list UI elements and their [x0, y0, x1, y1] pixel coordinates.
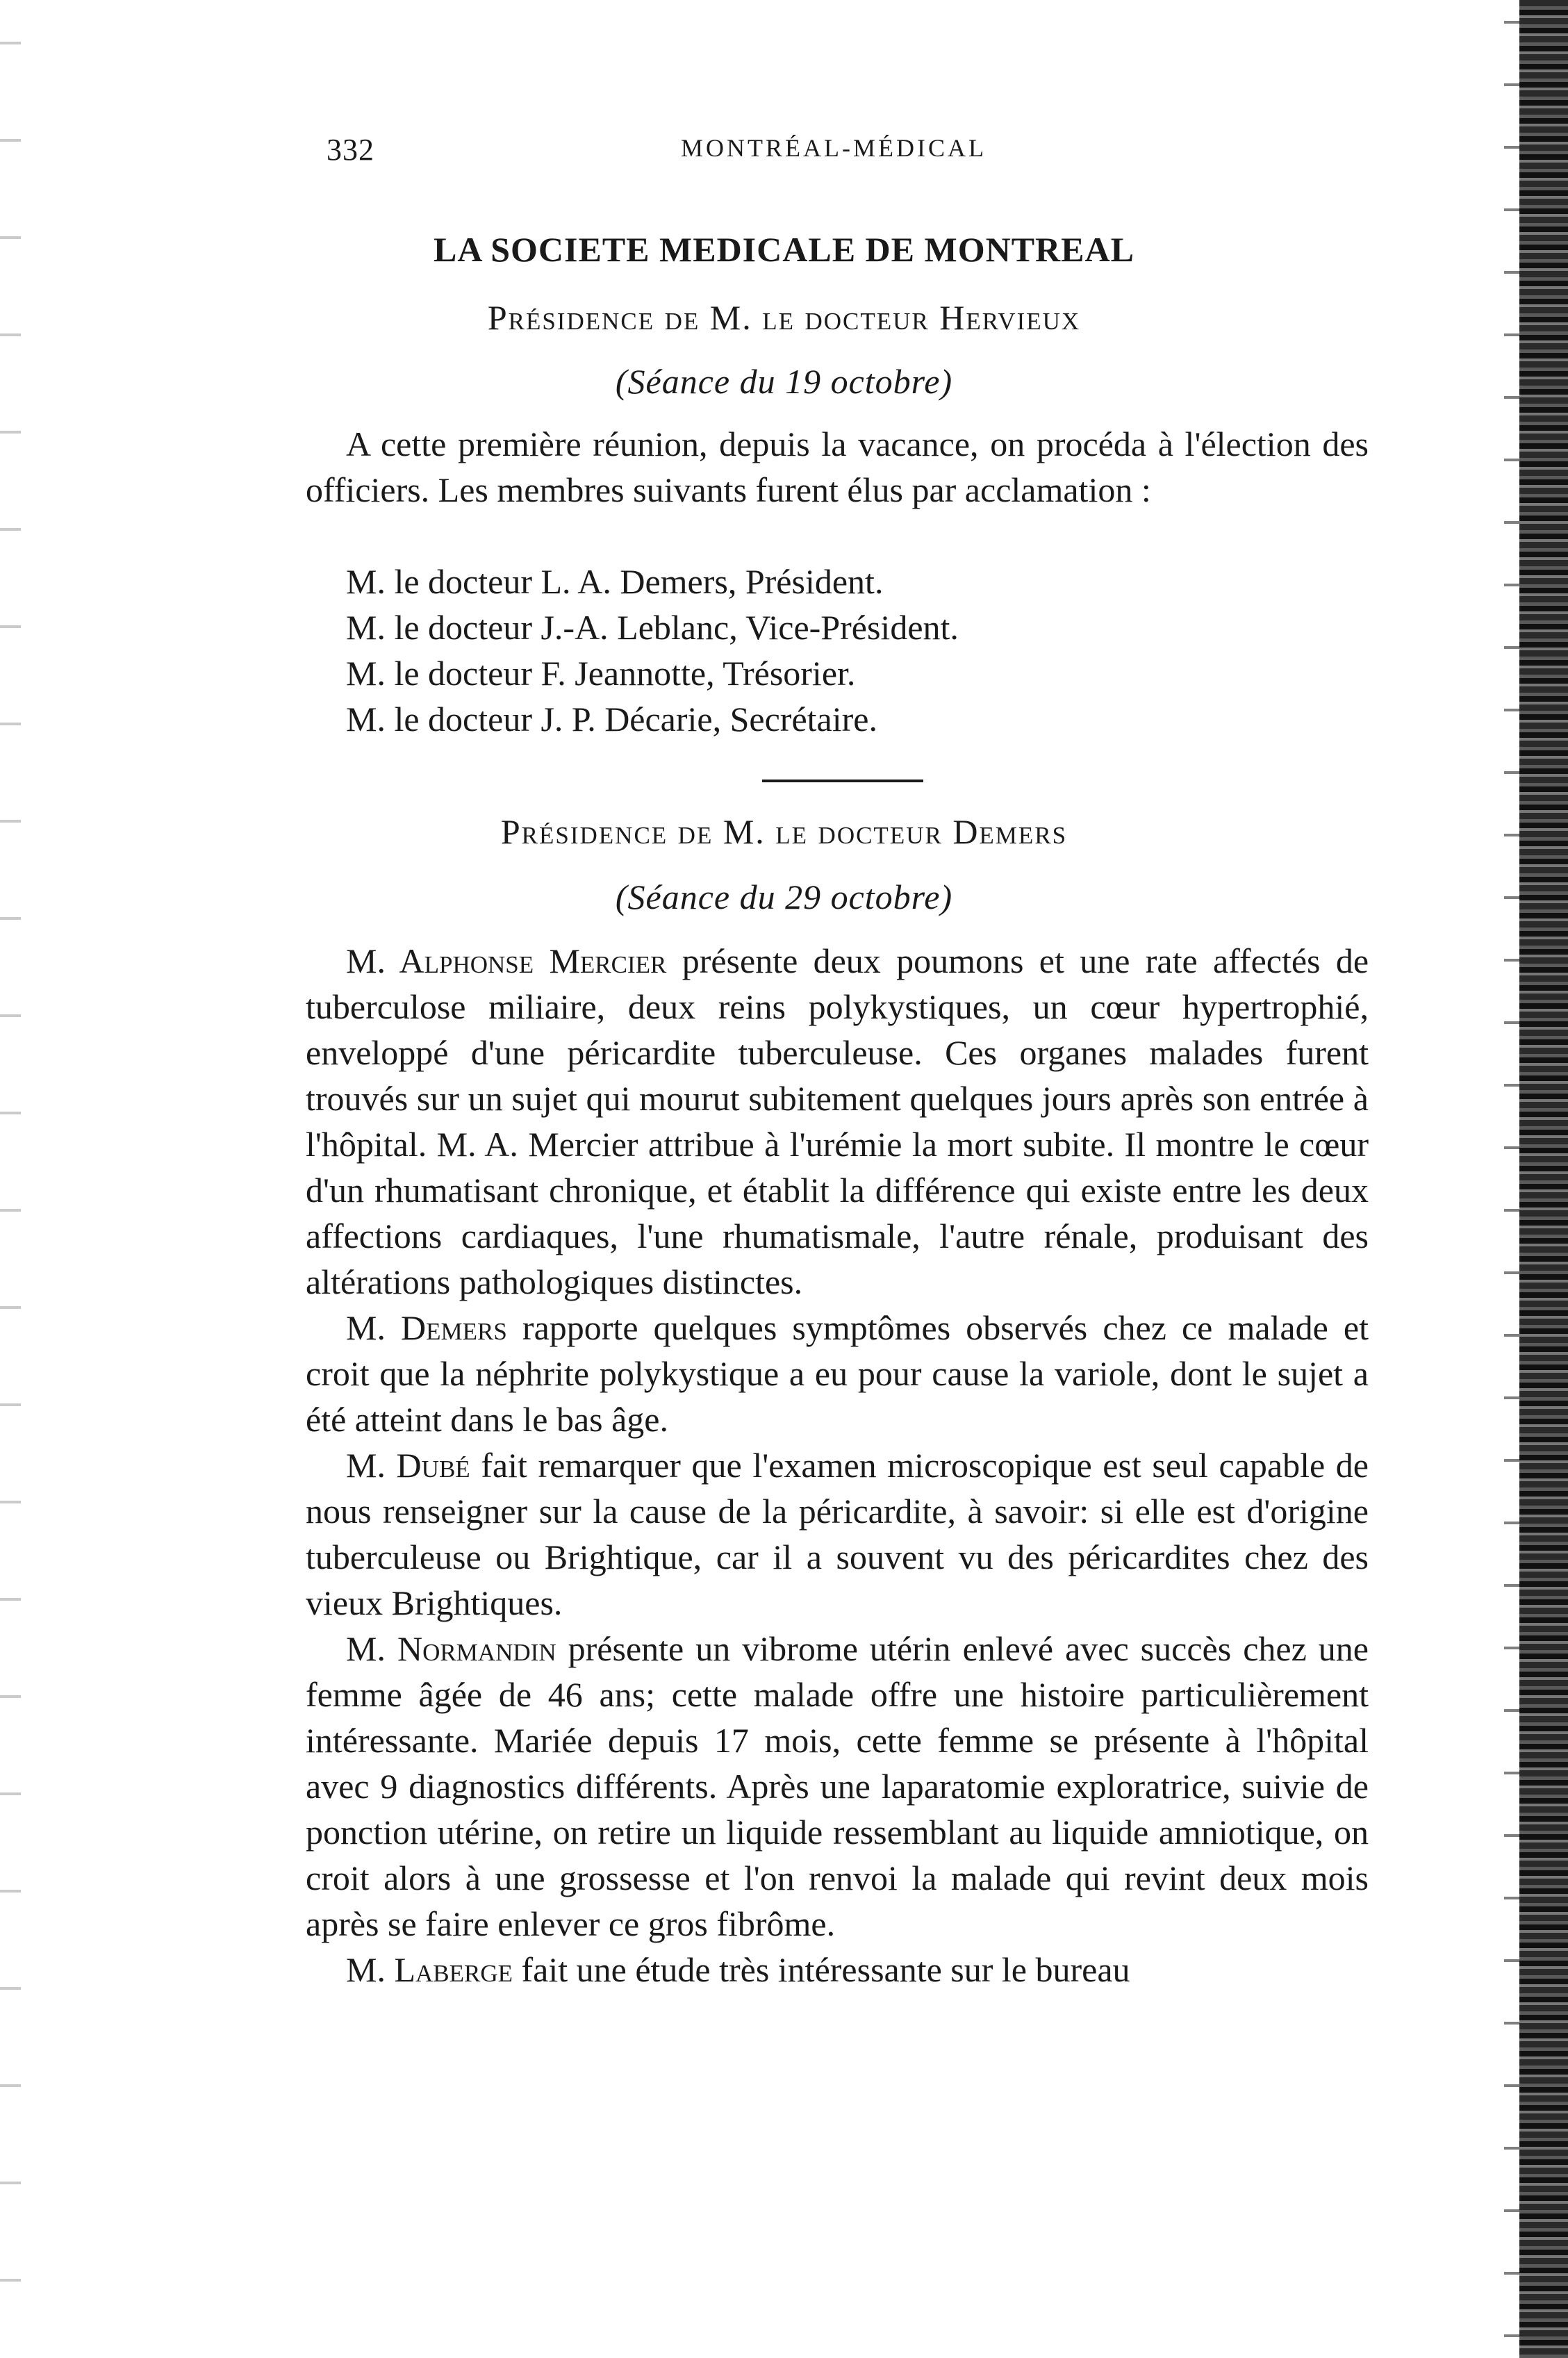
paragraph-text: présente deux poumons et une rate affectés de tuberculose miliaire, deux reins polykystiques, un cœur hypertrophié, enveloppé d'une péricardite tuberculeuse. Ces organes malades furent trouvés sur un sujet qui mourut subitement quelques jours après son entrée à l'hôpital. M. A. Mercier attribue à l'urémie la mort subite. Il montre le cœur d'un rhumatisant chronique, et établit la différence qui existe entre les deux affections cardiaques, l'une rhumatismale, l'autre rénale, produisant des altérations pathologiques distinctes.	[306, 941, 1369, 1301]
officer-president: M. le docteur L. A. Demers, Président.	[346, 562, 884, 601]
presidency-heading-2: Présidence de M. le docteur Demers	[500, 812, 1068, 851]
officer-secretary: M. le docteur J. P. Décarie, Secrétaire.	[346, 700, 877, 739]
section-divider	[762, 780, 923, 782]
paragraph-text: fait une étude très intéressante sur le bureau	[513, 1950, 1130, 1989]
running-header	[327, 132, 1369, 174]
scan-edge-right	[1519, 0, 1568, 2358]
paragraph-laberge	[306, 1947, 1369, 1993]
scan-edge-left	[0, 0, 21, 2358]
presidency-heading-1: Présidence de M. le docteur Hervieux	[487, 298, 1081, 337]
paragraph-text: rapporte quelques symptômes observés chez ce malade et croit que la néphrite polykystique a eu pour cause la variole, dont le sujet a été atteint dans le bas âge.	[306, 1308, 1369, 1439]
speaker-name: M. Dubé	[346, 1446, 470, 1485]
session-date-1: (Séance du 19 octobre)	[615, 362, 953, 401]
paragraph-text: fait remarquer que l'examen microscopique est seul capable de nous renseigner sur la cause de la péricardite, à savoir: si elle est d'origine tuberculeuse ou Brightique, car il a souvent vu des péricardites chez des vieux Brightiques.	[306, 1446, 1369, 1622]
election-intro-text: A cette première réunion, depuis la vacance, on procéda à l'élection des officiers. Les membres suivants furent élus par acclamation :	[306, 424, 1369, 509]
speaker-name: M. Normandin	[346, 1629, 556, 1668]
session-minutes	[306, 938, 1369, 1993]
election-intro	[306, 421, 1369, 513]
paragraph-normandin	[306, 1626, 1369, 1947]
paragraph-dube	[306, 1442, 1369, 1626]
officer-treasurer: M. le docteur F. Jeannotte, Trésorier.	[346, 654, 856, 693]
speaker-name: M. Alphonse Mercier	[346, 941, 667, 980]
officer-vice-president: M. le docteur J.-A. Leblanc, Vice-Président.	[346, 608, 959, 647]
paragraph-text: présente un vibrome utérin enlevé avec succès chez une femme âgée de 46 ans; cette malade offre une histoire particulièrement intéressante. Mariée depuis 17 mois, cette femme se présente à l'hôpital avec 9 diagnostics différents. Après une laparatomie exploratrice, suivie de ponction utérine, on retire un liquide ressemblant au liquide amniotique, on croit alors à une grossesse et l'on renvoi la malade qui revint deux mois après se faire enlever ce gros fibrôme.	[306, 1629, 1369, 1943]
speaker-name: M. Laberge	[346, 1950, 513, 1989]
article-title: LA SOCIETE MEDICALE DE MONTREAL	[434, 230, 1134, 269]
paragraph-mercier	[306, 938, 1369, 1305]
page-number: 332	[327, 133, 374, 167]
journal-title: MONTRÉAL-MÉDICAL	[681, 134, 987, 162]
session-date-2: (Séance du 29 octobre)	[615, 877, 953, 916]
speaker-name: M. Demers	[346, 1308, 507, 1347]
paragraph-demers	[306, 1305, 1369, 1442]
